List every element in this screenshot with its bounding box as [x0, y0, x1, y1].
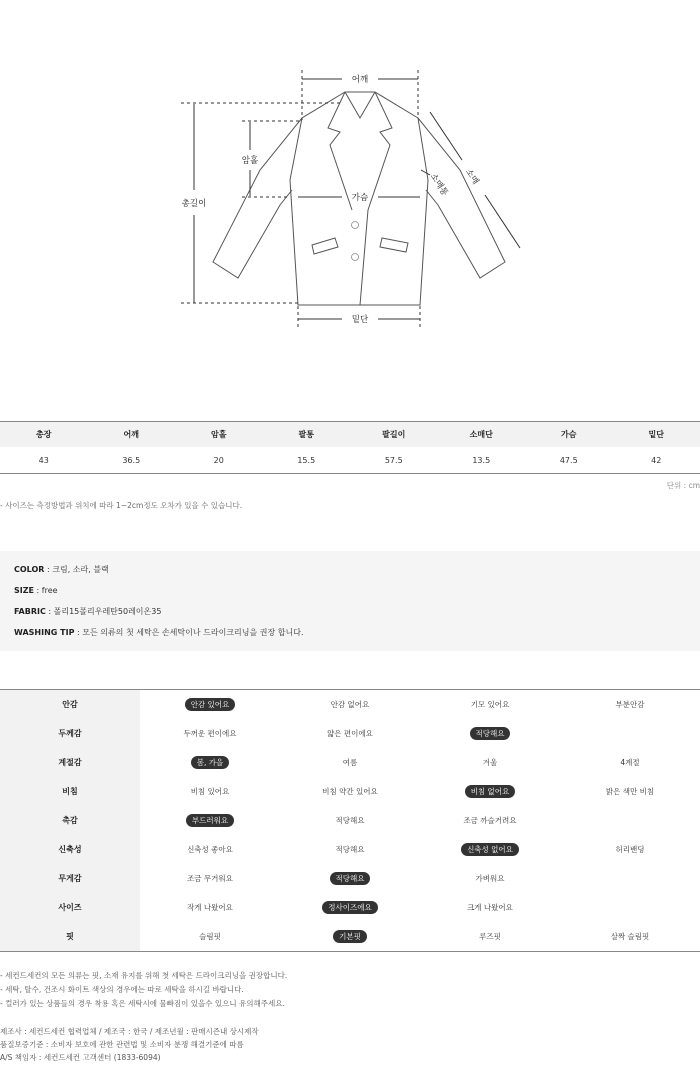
feature-option-label: 비침 약간 있어요	[322, 787, 378, 796]
size-header-cell: 가슴	[561, 430, 577, 439]
care-note: - 세탁, 탈수, 건조시 화이트 색상의 경우에는 따로 세탁을 하시길 바랍니다.	[0, 985, 244, 994]
feature-option-label: 봄, 가을	[191, 756, 230, 769]
feature-option	[560, 893, 700, 922]
feature-option-label: 허리밴딩	[615, 845, 645, 854]
feature-option-label: 비침 있어요	[190, 787, 230, 796]
size-header-cell: 총장	[36, 430, 52, 439]
label-hem: 밑단	[351, 315, 369, 325]
size-value-cell: 57.5	[384, 455, 403, 465]
feature-name: 무게감	[0, 864, 140, 893]
feature-option-selected	[280, 922, 420, 951]
feature-option-label: 적당해요	[335, 816, 365, 825]
size-value-cell: 47.5	[559, 455, 578, 465]
label-armhole: 암홀	[241, 156, 259, 166]
size-value-cell: 42	[651, 455, 662, 465]
feature-option-selected	[280, 864, 420, 893]
info-key: SIZE	[14, 586, 35, 595]
label-chest: 가슴	[351, 193, 369, 203]
size-table	[0, 421, 700, 474]
buttons	[352, 222, 359, 261]
size-note: - 사이즈는 측정방법과 위치에 따라 1~2cm정도 오차가 있을 수 있습니다.	[0, 501, 243, 510]
feature-row	[0, 690, 700, 719]
feature-option	[140, 893, 280, 922]
dimension-lines	[181, 70, 520, 328]
feature-option	[560, 806, 700, 835]
feature-row	[0, 864, 700, 893]
feature-row	[0, 748, 700, 777]
feature-option	[280, 719, 420, 748]
feature-option	[280, 806, 420, 835]
feature-name: 계절감	[0, 748, 140, 777]
maker-info	[0, 1026, 259, 1065]
feature-option	[140, 719, 280, 748]
size-value-cell: 36.5	[122, 455, 141, 465]
feature-option	[420, 893, 560, 922]
feature-name: 핏	[0, 922, 140, 951]
feature-option	[420, 748, 560, 777]
feature-option-selected	[280, 893, 420, 922]
feature-option-label: 신축성 좋아요	[187, 845, 233, 854]
feature-option	[280, 835, 420, 864]
feature-row	[0, 719, 700, 748]
info-row-size	[14, 585, 686, 606]
feature-option-label: 기본핏	[333, 930, 367, 943]
feature-row	[0, 806, 700, 835]
feature-option	[420, 806, 560, 835]
label-sleeve: 소매	[463, 167, 481, 187]
feature-option-label: 비침 없어요	[465, 785, 516, 798]
info-key: COLOR	[14, 565, 45, 574]
feature-option-label: 가벼워요	[475, 874, 505, 883]
info-row-fabric	[14, 606, 686, 627]
feature-option-label: 적당해요	[470, 727, 511, 740]
feature-option	[140, 922, 280, 951]
info-value: : 크림, 소라, 블랙	[44, 565, 109, 574]
feature-option-selected	[420, 777, 560, 806]
feature-option-label: 부분안감	[615, 700, 645, 709]
info-row-color	[14, 564, 686, 585]
feature-option-label: 여름	[342, 758, 358, 767]
product-info-box	[0, 551, 700, 651]
feature-option-label: 루즈핏	[479, 932, 501, 941]
info-row-washing-tip	[14, 627, 686, 648]
care-note: - 세컨드세컨의 모든 의류는 핏, 소재 유지를 위해 첫 세탁은 드라이크리닝을 권장합니다.	[0, 971, 288, 980]
feature-option-label: 안감 있어요	[185, 698, 236, 711]
feature-option-label: 슬림핏	[199, 932, 221, 941]
feature-name: 안감	[0, 690, 140, 719]
info-value: : 모든 의류의 첫 세탁은 손세탁이나 드라이크리닝을 권장 합니다.	[74, 628, 304, 637]
feature-name: 사이즈	[0, 893, 140, 922]
feature-option-label: 조금 까슬거려요	[463, 816, 517, 825]
feature-option-label: 살짝 슬림핏	[610, 932, 650, 941]
feature-name: 두께감	[0, 719, 140, 748]
feature-option	[420, 690, 560, 719]
care-notes	[0, 970, 287, 1012]
info-key: WASHING TIP	[14, 628, 75, 637]
feature-option	[560, 690, 700, 719]
size-value-cell: 15.5	[297, 455, 316, 465]
feature-option-selected	[420, 835, 560, 864]
size-header-cell: 어깨	[123, 430, 139, 439]
feature-option	[560, 748, 700, 777]
size-header-cell: 소매단	[469, 430, 493, 439]
feature-option-label: 기모 있어요	[470, 700, 510, 709]
feature-option-label: 안감 없어요	[330, 700, 370, 709]
feature-option-selected	[420, 719, 560, 748]
info-value: : 폴리15폴리우레탄50레이온35	[45, 607, 162, 616]
feature-option	[560, 719, 700, 748]
feature-option-label: 적당해요	[330, 872, 371, 885]
feature-option	[140, 777, 280, 806]
feature-option-label: 4계절	[620, 758, 640, 767]
feature-option	[280, 748, 420, 777]
feature-row	[0, 893, 700, 922]
feature-option-label: 신축성 없어요	[461, 843, 519, 856]
feature-table	[0, 689, 700, 952]
size-value-cell: 43	[38, 455, 49, 465]
feature-option	[420, 922, 560, 951]
maker-line: 제조사 : 세컨드세컨 협력업체 / 제조국 : 한국 / 제조년월 : 판매시즌내 상시제작	[0, 1027, 259, 1036]
feature-option-label: 겨울	[482, 758, 498, 767]
size-value-cell: 13.5	[472, 455, 491, 465]
feature-name: 신축성	[0, 835, 140, 864]
feature-option	[140, 835, 280, 864]
size-value-cell: 20	[213, 455, 224, 465]
size-header-cell: 암홀	[211, 430, 227, 439]
feature-option	[560, 922, 700, 951]
feature-option-label: 조금 무거워요	[187, 874, 233, 883]
size-unit: 단위 : cm	[666, 481, 700, 490]
feature-option-selected	[140, 690, 280, 719]
feature-row	[0, 922, 700, 951]
feature-row	[0, 835, 700, 864]
feature-option	[140, 864, 280, 893]
feature-option-label: 얇은 편이에요	[327, 729, 373, 738]
feature-option-label: 두꺼운 편이에요	[183, 729, 237, 738]
feature-option	[560, 835, 700, 864]
info-key: FABRIC	[14, 607, 46, 616]
feature-option-label: 적당해요	[335, 845, 365, 854]
maker-line: A/S 책임자 : 세컨드세컨 고객센터 (1833-6094)	[0, 1053, 161, 1062]
feature-option-label: 크게 나왔어요	[467, 903, 513, 912]
feature-option-label: 작게 나왔어요	[187, 903, 233, 912]
jacket-measurement-diagram	[0, 0, 700, 380]
label-shoulder: 어깨	[351, 75, 369, 85]
feature-option	[420, 864, 560, 893]
feature-option-label: 밝은 색만 비침	[605, 787, 655, 796]
size-header-cell: 팔길이	[382, 430, 406, 439]
feature-option-selected	[140, 806, 280, 835]
size-header-cell: 밑단	[648, 430, 664, 439]
label-total-length: 총길이	[181, 199, 207, 209]
feature-option	[560, 777, 700, 806]
size-header-cell: 팔통	[298, 430, 314, 439]
maker-line: 품질보증기준 : 소비자 보호에 관한 관련법 및 소비자 분쟁 해결기준에 따름	[0, 1040, 244, 1049]
size-table-header	[0, 422, 700, 447]
feature-name: 비침	[0, 777, 140, 806]
size-table-row	[0, 447, 700, 473]
feature-option-selected	[140, 748, 280, 777]
feature-option	[280, 777, 420, 806]
feature-option	[280, 690, 420, 719]
label-sleeve-cuff: 소매통	[427, 171, 450, 198]
care-note: - 컬러가 있는 상품들의 경우 착용 혹은 세탁시에 물빠짐이 있을수 있으니 유의해주세요.	[0, 999, 285, 1008]
info-value: : free	[34, 586, 58, 595]
feature-row	[0, 777, 700, 806]
feature-option	[560, 864, 700, 893]
feature-option-label: 정사이즈에요	[322, 901, 377, 914]
feature-option-label: 부드러워요	[186, 814, 234, 827]
feature-name: 촉감	[0, 806, 140, 835]
